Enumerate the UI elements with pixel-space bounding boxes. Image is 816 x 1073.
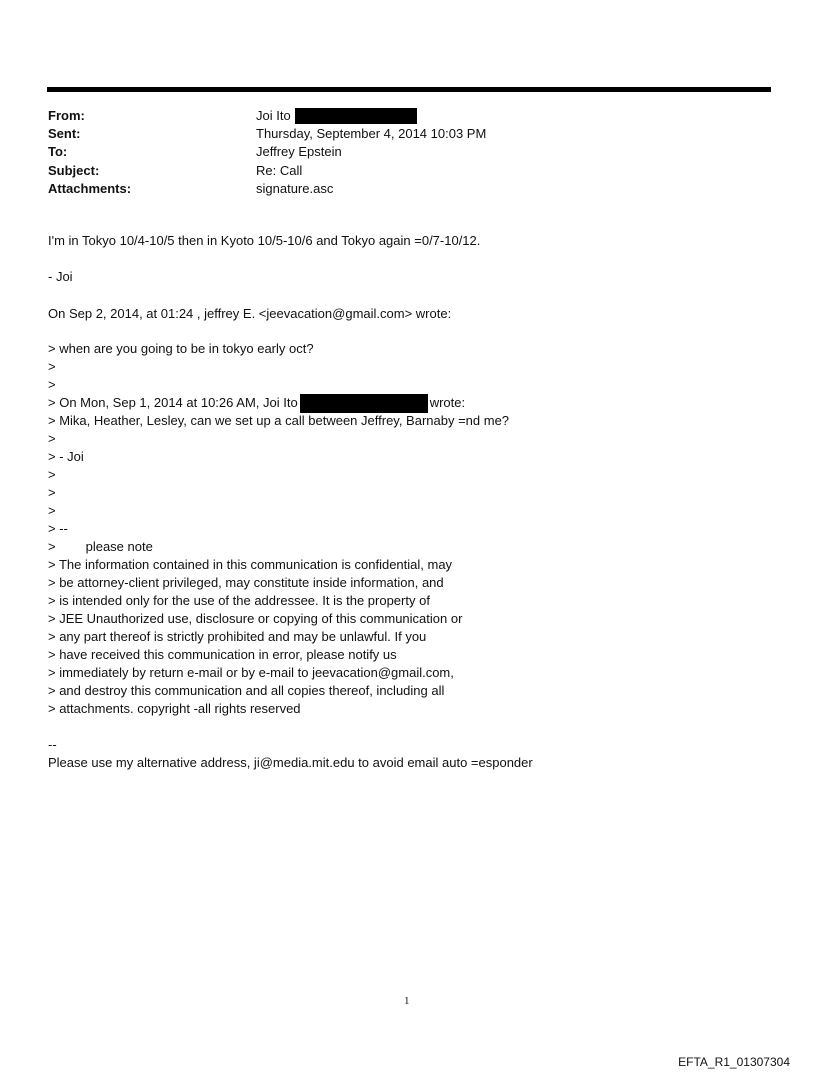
disclaimer-line: > JEE Unauthorized use, disclosure or copying of this communication or <box>48 611 463 626</box>
page-number: 1 <box>404 995 410 1007</box>
from-label: From: <box>48 108 85 123</box>
attachments-label: Attachments: <box>48 180 132 196</box>
quote-line: > <box>48 467 56 482</box>
quote-line-note <box>48 538 509 556</box>
on-wrote-line: On Sep 2, 2014, at 01:24 , jeffrey E. <jeevacation@gmail.com> wrote: <box>48 306 452 321</box>
from-row <box>48 107 486 125</box>
email-header <box>48 107 486 198</box>
disclaimer-line: > The information contained in this communication is confidential, may <box>48 557 453 572</box>
to-row <box>48 143 486 161</box>
attribution-wrote: wrote: <box>429 395 466 410</box>
redaction-box <box>300 394 428 413</box>
quote-line-attribution <box>48 394 509 412</box>
signature-separator: -- <box>48 737 57 752</box>
quote-line: > Mika, Heather, Lesley, can we set up a call between Jeffrey, Barnaby =nd me? <box>48 413 510 428</box>
disclaimer-line: > and destroy this communication and all copies thereof, including all <box>48 683 445 698</box>
signature-text: Please use my alternative address, ji@media.mit.edu to avoid email auto =esponder <box>48 755 533 770</box>
disclaimer-line: > attachments. copyright -all rights reserved <box>48 701 301 716</box>
attachments-row <box>48 180 486 198</box>
attachments-value: signature.asc <box>256 180 334 196</box>
quote-line: > when are you going to be in tokyo early oct? <box>48 341 314 356</box>
disclaimer-line: > is intended only for the use of the addressee. It is the property of <box>48 593 430 608</box>
disclaimer-line: > any part thereof is strictly prohibited and may be unlawful. If you <box>48 629 427 644</box>
note-text: please note <box>85 539 153 554</box>
header-divider <box>47 87 771 92</box>
subject-value: Re: Call <box>256 162 303 178</box>
quote-line: > <box>48 485 56 500</box>
sent-value: Thursday, September 4, 2014 10:03 PM <box>256 126 487 142</box>
disclaimer-line: > have received this communication in error, please notify us <box>48 647 397 662</box>
subject-label: Subject: <box>48 162 100 178</box>
from-name: Joi Ito <box>256 108 291 123</box>
sent-row <box>48 125 486 143</box>
to-label: To: <box>48 144 68 160</box>
redaction-box <box>295 108 417 124</box>
attribution-text: > On Mon, Sep 1, 2014 at 10:26 AM, Joi Ito <box>48 395 298 410</box>
quote-line: > <box>48 503 56 518</box>
quote-line: > -- <box>48 521 68 536</box>
disclaimer-line: > immediately by return e-mail or by e-mail to jeevacation@gmail.com, <box>48 665 454 680</box>
quote-line: > <box>48 359 56 374</box>
subject-row <box>48 162 486 180</box>
document-id: EFTA_R1_01307304 <box>678 1055 790 1069</box>
quote-line: > <box>48 431 56 446</box>
to-value: Jeffrey Epstein <box>256 144 342 160</box>
disclaimer-line: > be attorney-client privileged, may constitute inside information, and <box>48 575 444 590</box>
quote-line: > - Joi <box>48 449 84 464</box>
signoff: - Joi <box>48 269 73 284</box>
body-line: I'm in Tokyo 10/4-10/5 then in Kyoto 10/5-10/6 and Tokyo again =0/7-10/12. <box>48 233 481 248</box>
sent-label: Sent: <box>48 126 81 142</box>
quoted-message <box>48 340 509 718</box>
quote-marker: > <box>48 539 56 554</box>
quote-line: > <box>48 377 56 392</box>
from-value <box>256 107 417 125</box>
